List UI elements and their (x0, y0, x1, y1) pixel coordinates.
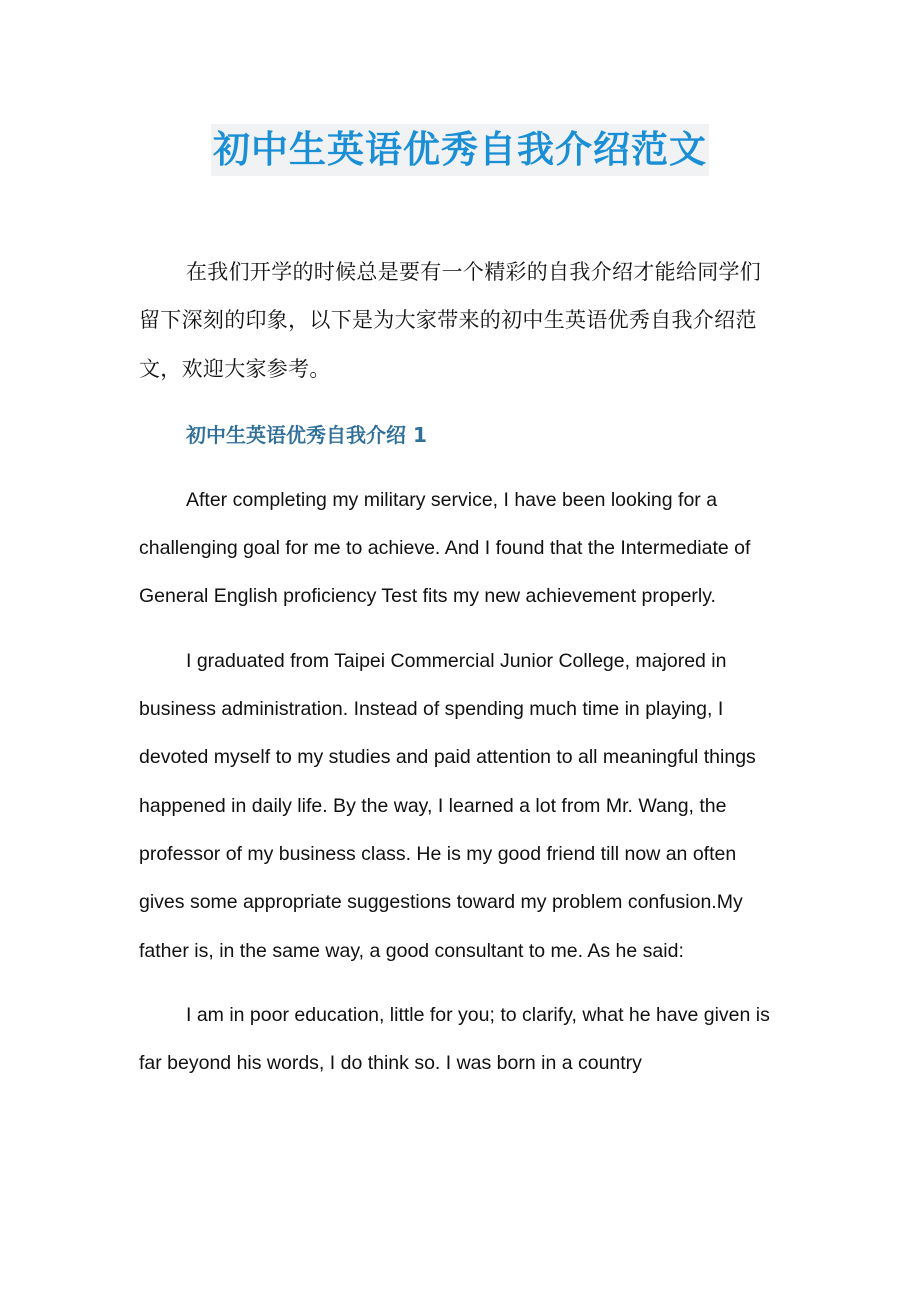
intro-paragraph: 在我们开学的时候总是要有一个精彩的自我介绍才能给同学们留下深刻的印象，以下是为大家带来的初中生英语优秀自我介绍范文，欢迎大家参考。 (139, 260, 762, 381)
body-paragraph-3: I am in poor education, little for you; to clarify, what he have given is far beyond his words, I do think so. I was born in a country (139, 1003, 770, 1075)
page-title: 初中生英语优秀自我介绍范文 (211, 124, 709, 176)
title-block (0, 124, 920, 176)
section-heading: 初中生英语优秀自我介绍 1 (186, 422, 427, 447)
document-body (139, 248, 781, 1087)
body-paragraph-1: After completing my military service, I have been looking for a challenging goal for me to achieve. And I found that the Intermediate of General English proficiency Test fits my new achievement properly. (139, 488, 751, 608)
body-paragraph-2: I graduated from Taipei Commercial Junior College, majored in business administration. Instead of spending much time in playing, I devoted myself to my studies and paid attention to all meaningful things happened in daily life. By the way, I learned a lot from Mr. Wang, the professor of my business class. He is my good friend till now an often gives some appropriate suggestions toward my problem confusion.My father is, in the same way, a good consultant to me. As he said: (139, 649, 756, 962)
